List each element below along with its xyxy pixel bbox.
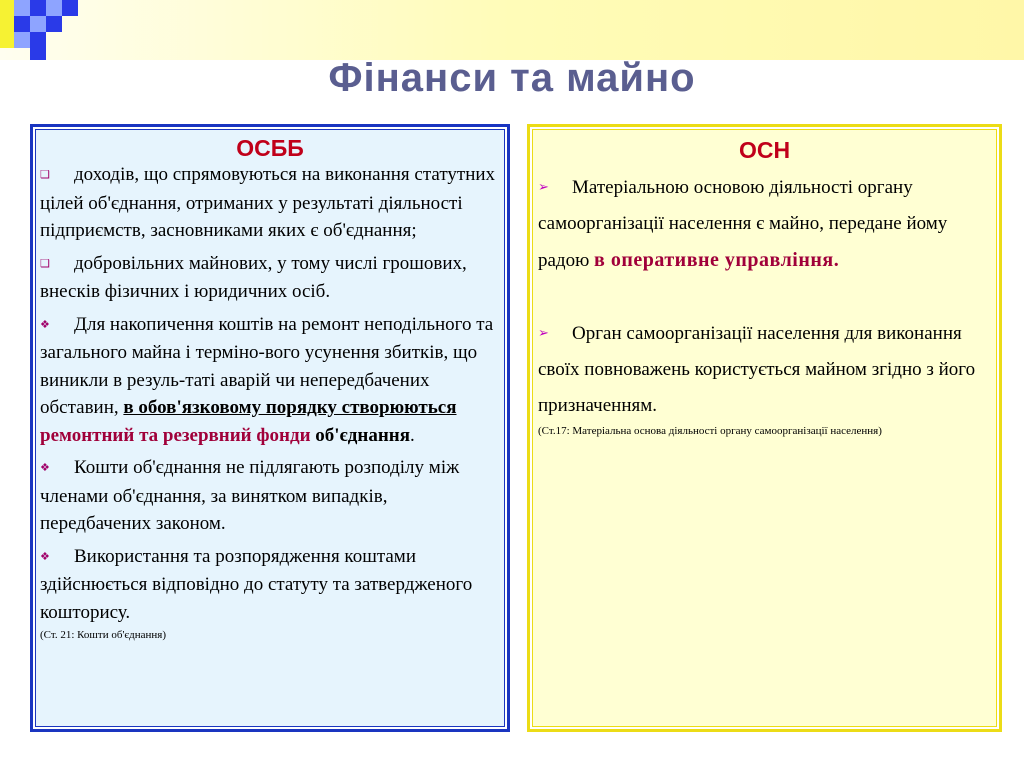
list-item bbox=[538, 315, 991, 424]
item-text-end: . bbox=[410, 424, 415, 446]
page-title: Фінанси та майно bbox=[328, 56, 696, 100]
osn-heading: ОСН bbox=[738, 137, 791, 163]
list-item bbox=[40, 250, 501, 306]
source-note: (Ст. 21: Кошти об'єднання) bbox=[40, 629, 167, 641]
item-text: Матеріальною основою діяльності органу самоорганізації населення є майно, передане йому радою bbox=[538, 177, 948, 271]
list-item bbox=[538, 169, 991, 279]
item-text-bold: в обов'язковому порядку створюються bbox=[123, 397, 457, 418]
diamond-bullet-icon: ❖ bbox=[40, 318, 50, 331]
deco-square bbox=[14, 16, 30, 32]
list-item bbox=[40, 454, 501, 538]
deco-square bbox=[14, 0, 30, 16]
item-text: доходів, що спрямовуються на виконання статутних цілей об'єднання, отриманих у результаті діяльності підприємств, засновниками яких є об'єднання; bbox=[40, 164, 496, 241]
header-band bbox=[0, 0, 1024, 60]
deco-square bbox=[30, 32, 46, 48]
arrow-bullet-icon: ➢ bbox=[538, 325, 549, 340]
osn-list bbox=[530, 169, 999, 438]
item-text-bold: об'єднання bbox=[310, 424, 411, 446]
item-text-highlight: ремонтний та резервний фонди bbox=[40, 424, 311, 446]
deco-square bbox=[46, 0, 62, 16]
osbb-panel bbox=[30, 124, 510, 732]
list-item bbox=[40, 311, 501, 450]
diamond-bullet-icon: ❖ bbox=[40, 462, 50, 474]
list-item bbox=[40, 543, 501, 627]
source-note: (Ст.17: Матеріальна основа діяльності органу самоорганізації населення) bbox=[538, 425, 882, 437]
deco-square bbox=[46, 16, 62, 32]
deco-square bbox=[62, 0, 78, 16]
osbb-list bbox=[33, 161, 507, 642]
item-text: добровільних майнових, у тому числі грошових, внесків фізичних і юридичних осіб. bbox=[40, 252, 467, 302]
list-item bbox=[40, 161, 501, 245]
square-bullet-icon: ❑ bbox=[40, 169, 50, 181]
osbb-heading: ОСББ bbox=[236, 135, 304, 161]
item-text: Кошти об'єднання не підлягають розподілу між членами об'єднання, за винятком випадків, передбачених законом. bbox=[40, 457, 460, 534]
deco-square bbox=[30, 16, 46, 32]
item-text: Використання та розпорядження коштами здійснюється відповідно до статуту та затвердженого кошторису. bbox=[40, 545, 473, 623]
arrow-bullet-icon: ➢ bbox=[538, 179, 549, 194]
deco-square bbox=[14, 32, 30, 48]
item-text: Для накопичення коштів на ремонт неподільного та загального майна і терміно-вого усунення збитків, що виникли в резуль-таті аварій чи непередбачених обставин, bbox=[40, 313, 494, 418]
diamond-bullet-icon: ❖ bbox=[40, 550, 50, 563]
deco-square bbox=[0, 0, 14, 48]
osn-panel bbox=[527, 124, 1002, 732]
deco-square bbox=[30, 0, 46, 16]
item-text: Орган самоорганізації населення для виконання своїх повноважень користується майном згідно з його призначенням. bbox=[538, 323, 976, 416]
item-text-highlight: в оперативне управління. bbox=[594, 249, 840, 271]
square-bullet-icon: ❑ bbox=[40, 257, 50, 270]
